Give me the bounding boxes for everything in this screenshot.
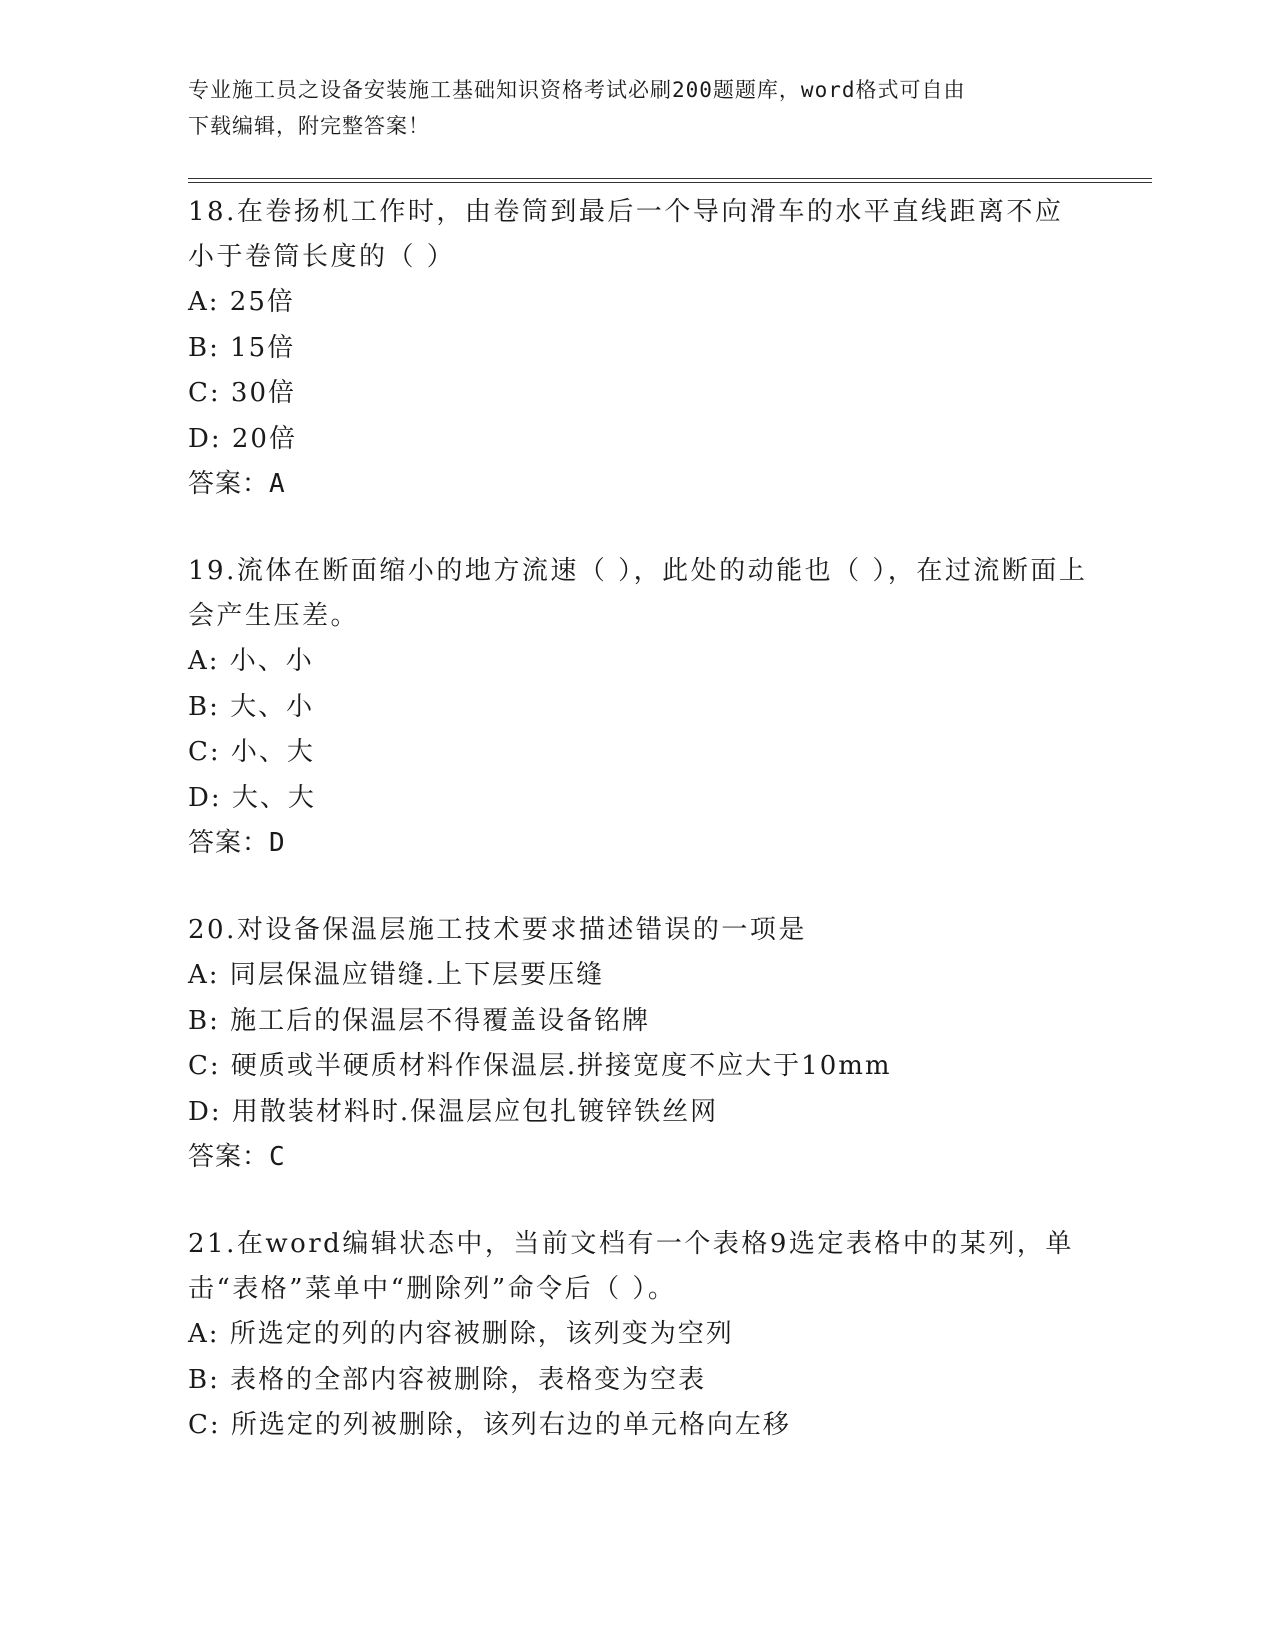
option-b: B: 施工后的保温层不得覆盖设备铭牌 (188, 1005, 651, 1036)
option-b: B: 表格的全部内容被删除，表格变为空表 (188, 1364, 707, 1395)
option-d: D: 大、大 (188, 782, 316, 813)
answer: 答案：D (188, 828, 286, 858)
option-c: C: 所选定的列被删除，该列右边的单元格向左移 (188, 1410, 791, 1440)
answer: 答案：C (188, 1142, 286, 1172)
question-21 (188, 1222, 1088, 1449)
header-line-2: 下载编辑，附完整答案！ (188, 114, 430, 138)
header-divider (188, 178, 1152, 183)
question-list (188, 190, 1088, 1491)
option-d: D: 20倍 (188, 423, 297, 454)
option-c: C: 硬质或半硬质材料作保温层.拼接宽度不应大于10mm (188, 1051, 892, 1081)
option-d: D: 用散装材料时.保温层应包扎镀锌铁丝网 (188, 1096, 719, 1127)
option-a: A: 所选定的列的内容被删除，该列变为空列 (188, 1319, 734, 1349)
option-c: C: 30倍 (188, 378, 297, 408)
document-header (188, 72, 1078, 144)
option-b: B: 15倍 (188, 332, 296, 363)
answer: 答案：A (188, 469, 286, 499)
question-stem: 19.流体在断面缩小的地方流速（ ），此处的动能也（ ），在过流断面上会产生压差。 (188, 556, 1088, 631)
option-b: B: 大、小 (188, 691, 315, 722)
question-18 (188, 190, 1088, 507)
option-a: A: 同层保温应错缝.上下层要压缝 (188, 960, 605, 990)
option-a: A: 小、小 (188, 646, 314, 676)
header-line-1: 专业施工员之设备安装施工基础知识资格考试必刷200题题库，word格式可自由 (188, 78, 966, 102)
question-19 (188, 549, 1088, 866)
question-stem: 20.对设备保温层施工技术要求描述错误的一项是 (188, 915, 807, 945)
question-stem: 21.在word编辑状态中，当前文档有一个表格9选定表格中的某列，单击“表格”菜单中“删除列”命令后（ ）。 (188, 1229, 1074, 1304)
question-20 (188, 908, 1088, 1180)
option-c: C: 小、大 (188, 737, 315, 767)
option-a: A: 25倍 (188, 287, 295, 317)
question-stem: 18.在卷扬机工作时，由卷筒到最后一个导向滑车的水平直线距离不应小于卷筒长度的（ ） (188, 197, 1064, 272)
